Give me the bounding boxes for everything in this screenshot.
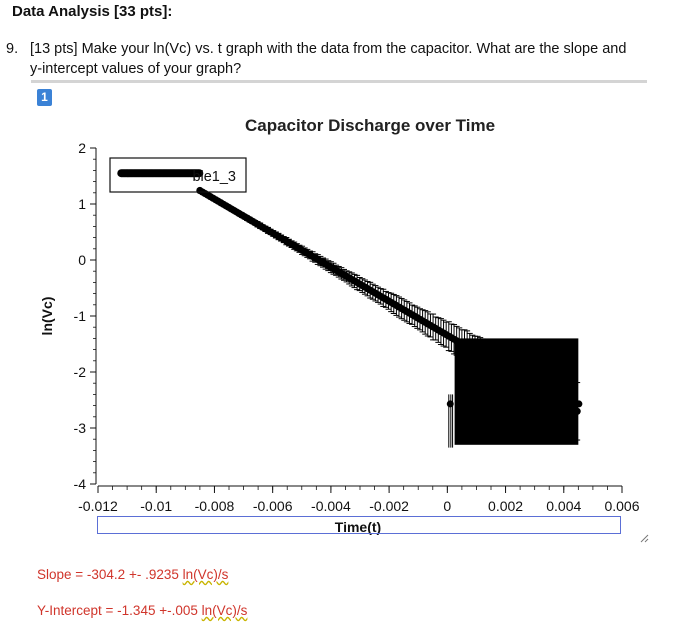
chart-title: Capacitor Discharge over Time — [244, 116, 496, 135]
question-line-2: y-intercept values of your graph? — [30, 61, 242, 77]
y-axis-label: ln(Vc) — [39, 296, 55, 336]
x-tick-label: -0.004 — [311, 498, 351, 514]
question-line-1: [13 pts] Make your ln(Vc) vs. t graph with the data from the capacitor. What are the slope and — [30, 41, 627, 57]
x-tick-label: -0.012 — [78, 498, 118, 514]
data-point — [447, 400, 454, 407]
y-tick-label: -4 — [73, 476, 86, 492]
y-tick-label: -1 — [73, 308, 86, 324]
answer-number-badge: 1 — [37, 89, 52, 106]
y-tick-label: -2 — [73, 364, 86, 380]
data-point — [575, 400, 582, 407]
x-tick-label: -0.01 — [140, 498, 173, 514]
error-block — [455, 338, 579, 444]
slope-answer — [37, 567, 228, 582]
intercept-answer — [37, 603, 247, 618]
x-tick-label: 0.006 — [604, 498, 640, 514]
x-tick-label: -0.008 — [194, 498, 235, 514]
intercept-unit: ln(Vc)/s — [201, 603, 248, 618]
legend-label: ble1_3 — [192, 169, 236, 185]
y-tick-label: 2 — [78, 140, 86, 156]
intercept-label: Y-Intercept = -1.345 +-.005 — [37, 603, 202, 618]
x-axis-label: Time(t) — [334, 519, 382, 535]
x-tick-label: -0.002 — [369, 498, 409, 514]
x-axis-label-box[interactable] — [97, 516, 621, 534]
x-tick-label: -0.006 — [252, 498, 293, 514]
resize-handle-icon[interactable] — [639, 533, 649, 543]
question-number: 9. — [6, 41, 19, 57]
y-tick-label: 1 — [78, 196, 86, 212]
slope-label: Slope = -304.2 +- .9235 — [37, 567, 183, 582]
y-tick-label: -3 — [73, 420, 86, 436]
section-title: Data Analysis [33 pts]: — [12, 3, 173, 20]
y-tick-label: 0 — [78, 252, 86, 268]
x-tick-label: 0.002 — [488, 498, 524, 514]
slope-unit: ln(Vc)/s — [182, 567, 229, 582]
x-tick-label: 0.004 — [546, 498, 582, 514]
x-tick-label: 0 — [443, 498, 452, 514]
